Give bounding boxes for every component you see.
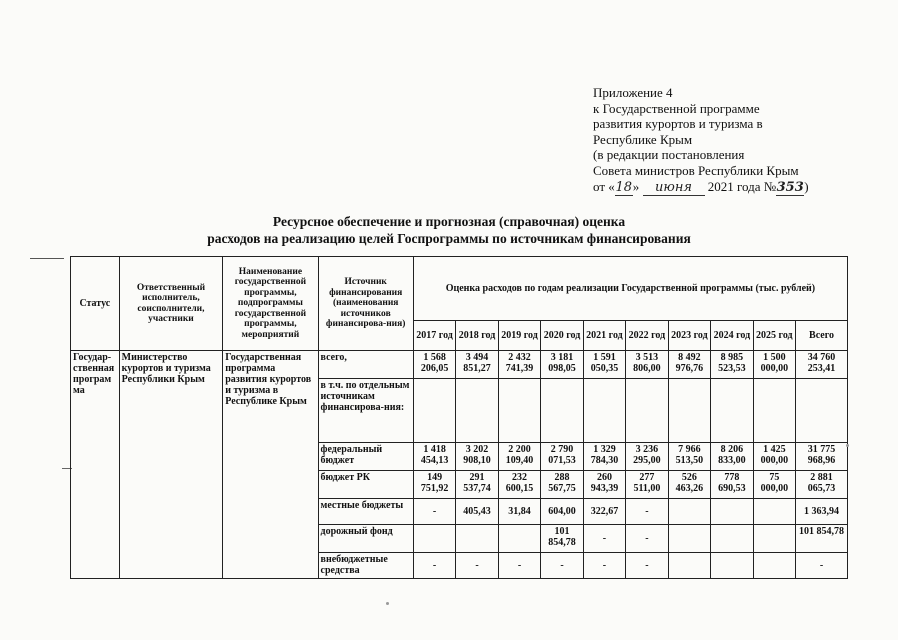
value-cell: 260 943,39 [583,471,625,499]
appendix-line-3: развития курортов и туризма в [593,116,763,132]
value-cell: 2 790 071,53 [541,443,583,471]
value-cell: 291 537,74 [456,471,498,499]
appendix-line-1: Приложение 4 [593,85,673,100]
value-cell: 288 567,75 [541,471,583,499]
value-cell: 1 568 206,05 [413,351,455,379]
value-cell: - [626,553,668,579]
value-cell: 1 591 050,35 [583,351,625,379]
value-cell [498,525,540,553]
value-cell: 2 432 741,39 [498,351,540,379]
value-cell: 31 775 968,96 [796,443,848,471]
title-line-2: расходов на реализацию целей Госпрограммы по источникам финансирования [207,231,691,246]
value-cell: 8 985 523,53 [711,351,753,379]
value-cell: 405,43 [456,499,498,525]
value-cell [456,525,498,553]
value-cell: 3 494 851,27 [456,351,498,379]
value-cell [668,379,710,443]
value-cell: - [456,553,498,579]
value-cell: - [498,553,540,579]
sig-prefix: от « [593,178,615,194]
value-cell: - [626,525,668,553]
value-cell: 1 425 000,00 [753,443,795,471]
value-cell [753,553,795,579]
value-cell [711,525,753,553]
value-cell: 8 492 976,76 [668,351,710,379]
sig-mid: » [632,178,640,194]
value-cell [753,525,795,553]
row-label: федеральный бюджет [318,443,413,471]
value-cell: 2 881 065,73 [796,471,848,499]
header-status: Статус [71,257,120,351]
value-cell [456,379,498,443]
scan-speck [846,444,849,447]
value-cell [668,525,710,553]
status-cell: Государ-ственная програм ма [71,351,120,579]
value-cell: 526 463,26 [668,471,710,499]
title-line-1: Ресурсное обеспечение и прогнозная (справочная) оценка [272,214,626,229]
value-cell: 3 236 295,00 [626,443,668,471]
header-total: Всего [796,321,848,351]
row-label: в т.ч. по отдельным источникам финансирова-ния: [318,379,413,443]
value-cell [753,379,795,443]
value-cell: 2 200 109,40 [498,443,540,471]
row-label: внебюджетные средства [318,553,413,579]
sig-suffix: ) [804,178,809,194]
value-cell: 277 511,00 [626,471,668,499]
appendix-note [593,85,893,196]
header-year: 2025 год [753,321,795,351]
value-cell [668,553,710,579]
signature-date-row [593,179,893,197]
row-label: всего, [318,351,413,379]
row-label: дорожный фонд [318,525,413,553]
value-cell: - [413,553,455,579]
handwritten-month: июня [643,180,705,197]
value-cell [711,499,753,525]
value-cell: 1 418 454,13 [413,443,455,471]
finance-table [70,256,848,579]
value-cell [711,379,753,443]
value-cell: 149 751,92 [413,471,455,499]
value-cell: 101 854,78 [541,525,583,553]
value-cell: 322,67 [583,499,625,525]
handwritten-day: 18 [615,179,633,195]
value-cell [668,499,710,525]
header-program: Наименование государственной программы, подпрограммы государственной программы, мероприятий [223,257,318,351]
value-cell: 778 690,53 [711,471,753,499]
handwritten-number: 353 [776,179,804,195]
appendix-line-6: Совета министров Республики Крым [593,162,799,178]
header-executor: Ответственный исполнитель, соисполнители, участники [119,257,223,351]
appendix-line-5: (в редакции постановления [593,147,745,163]
value-cell: 34 760 253,41 [796,351,848,379]
value-cell: - [626,499,668,525]
header-year: 2020 год [541,321,583,351]
appendix-line-2: к Государственной программе [593,100,760,116]
value-cell: 1 329 784,30 [583,443,625,471]
header-year: 2024 год [711,321,753,351]
value-cell: - [583,525,625,553]
header-source: Источник финансирования (наименования источников финансирова-ния) [318,257,413,351]
value-cell [541,379,583,443]
value-cell [753,499,795,525]
header-estimate: Оценка расходов по годам реализации Государственной программы (тыс. рублей) [413,257,847,321]
value-cell: 604,00 [541,499,583,525]
header-year: 2017 год [413,321,455,351]
value-cell: - [413,499,455,525]
document-title [0,213,898,247]
value-cell: 8 206 833,00 [711,443,753,471]
sig-year: 2021 года № [707,178,777,194]
value-cell: 7 966 513,50 [668,443,710,471]
scan-speck [386,602,389,605]
header-year: 2022 год [626,321,668,351]
header-year: 2023 год [668,321,710,351]
value-cell [583,379,625,443]
appendix-line-4: Республике Крым [593,131,693,147]
value-cell [413,525,455,553]
value-cell [498,379,540,443]
value-cell [711,553,753,579]
row-label: местные бюджеты [318,499,413,525]
scan-rule [30,258,64,259]
header-year: 2018 год [456,321,498,351]
value-cell: 1 363,94 [796,499,848,525]
value-cell: - [583,553,625,579]
value-cell: 232 600,15 [498,471,540,499]
value-cell: 3 202 908,10 [456,443,498,471]
executor-cell: Министерство курортов и туризма Республики Крым [119,351,223,579]
value-cell [626,379,668,443]
value-cell: 75 000,00 [753,471,795,499]
value-cell: - [541,553,583,579]
program-cell: Государственная программа развития курортов и туризма в Республике Крым [223,351,318,579]
header-year: 2019 год [498,321,540,351]
value-cell [796,379,848,443]
value-cell: 1 500 000,00 [753,351,795,379]
value-cell: 31,84 [498,499,540,525]
value-cell: 3 181 098,05 [541,351,583,379]
header-year: 2021 год [583,321,625,351]
value-cell: 101 854,78 [796,525,848,553]
value-cell [413,379,455,443]
value-cell: 3 513 806,00 [626,351,668,379]
value-cell: - [796,553,848,579]
row-label: бюджет РК [318,471,413,499]
